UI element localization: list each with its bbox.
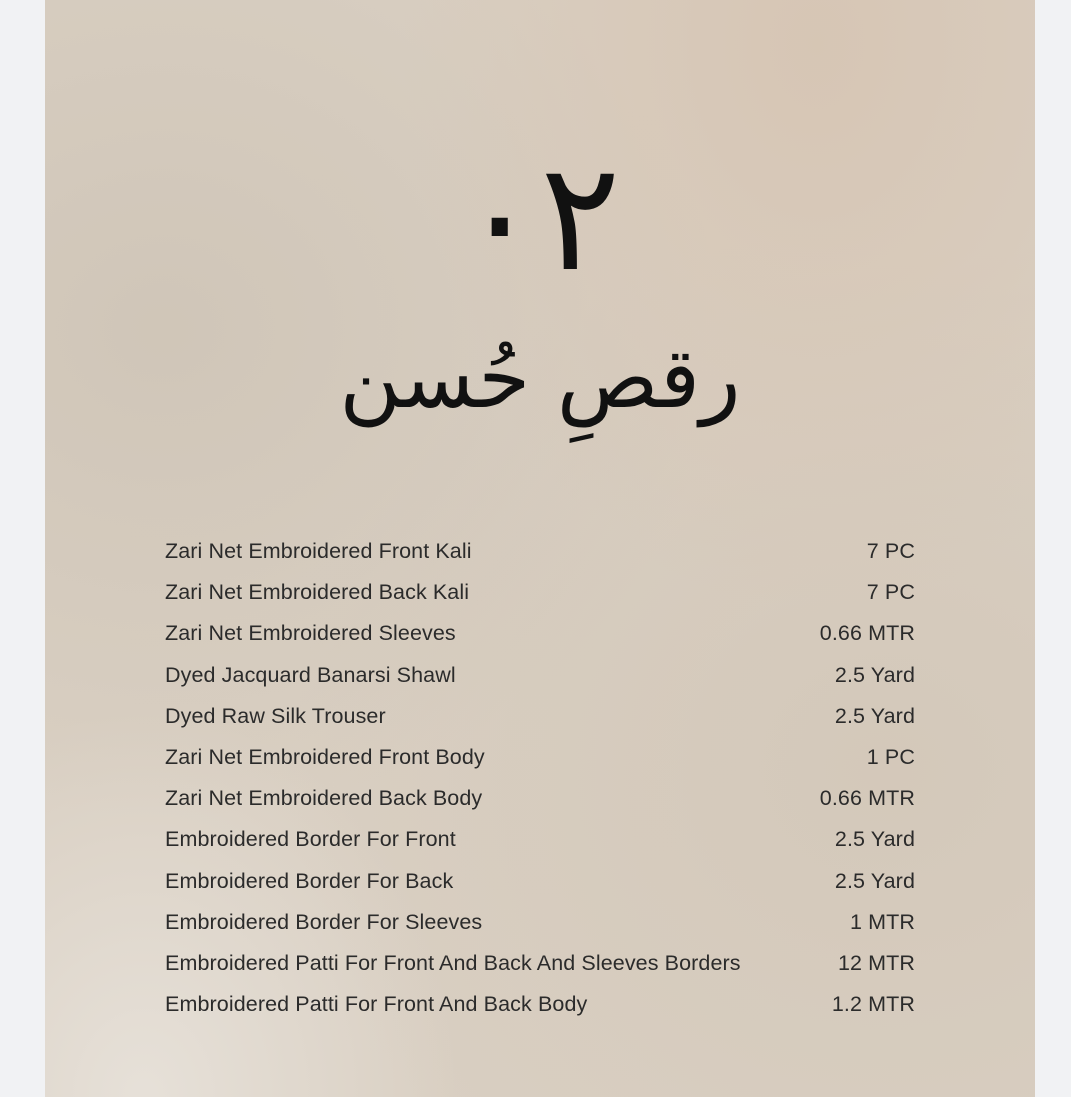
item-name: Zari Net Embroidered Sleeves <box>165 621 456 646</box>
list-item <box>165 984 915 1025</box>
item-name: Zari Net Embroidered Front Body <box>165 744 485 769</box>
item-quantity: 2.5 Yard <box>834 662 915 687</box>
item-quantity: 2.5 Yard <box>834 868 915 893</box>
item-name: Embroidered Border For Back <box>165 868 454 893</box>
design-title: رقصِ حُسن <box>339 329 741 427</box>
list-item <box>165 655 915 696</box>
item-quantity: 0.66 MTR <box>819 786 915 811</box>
item-quantity: 12 MTR <box>837 950 915 975</box>
item-name: Zari Net Embroidered Front Kali <box>165 539 472 563</box>
item-name: Zari Net Embroidered Back Kali <box>165 580 470 605</box>
item-quantity: 0.66 MTR <box>819 621 915 646</box>
list-item <box>165 613 915 654</box>
list-item <box>165 737 915 778</box>
design-number: ۰۲ <box>459 131 621 305</box>
item-name: Dyed Jacquard Banarsi Shawl <box>165 662 456 687</box>
item-name: Embroidered Patti For Front And Back And Sleeves Borders <box>165 950 741 975</box>
item-quantity: 1.2 MTR <box>831 992 915 1017</box>
list-item <box>165 902 915 943</box>
item-quantity: 7 PC <box>866 539 915 563</box>
list-item <box>165 696 915 737</box>
item-name: Embroidered Border For Sleeves <box>165 909 483 934</box>
item-name: Zari Net Embroidered Back Body <box>165 786 483 811</box>
item-quantity: 1 MTR <box>850 909 915 934</box>
list-item <box>165 778 915 819</box>
item-quantity: 2.5 Yard <box>834 703 915 728</box>
item-quantity: 7 PC <box>866 580 915 605</box>
list-item <box>165 943 915 984</box>
catalog-page <box>45 0 1035 1097</box>
item-name: Embroidered Patti For Front And Back Body <box>165 992 588 1017</box>
item-quantity: 1 PC <box>866 744 915 769</box>
item-list <box>165 531 915 1025</box>
item-name: Dyed Raw Silk Trouser <box>165 703 386 728</box>
item-name: Embroidered Border For Front <box>165 827 456 852</box>
item-quantity: 2.5 Yard <box>834 827 915 852</box>
list-item <box>165 819 915 860</box>
list-item <box>165 861 915 902</box>
list-item <box>165 531 915 572</box>
list-item <box>165 572 915 613</box>
